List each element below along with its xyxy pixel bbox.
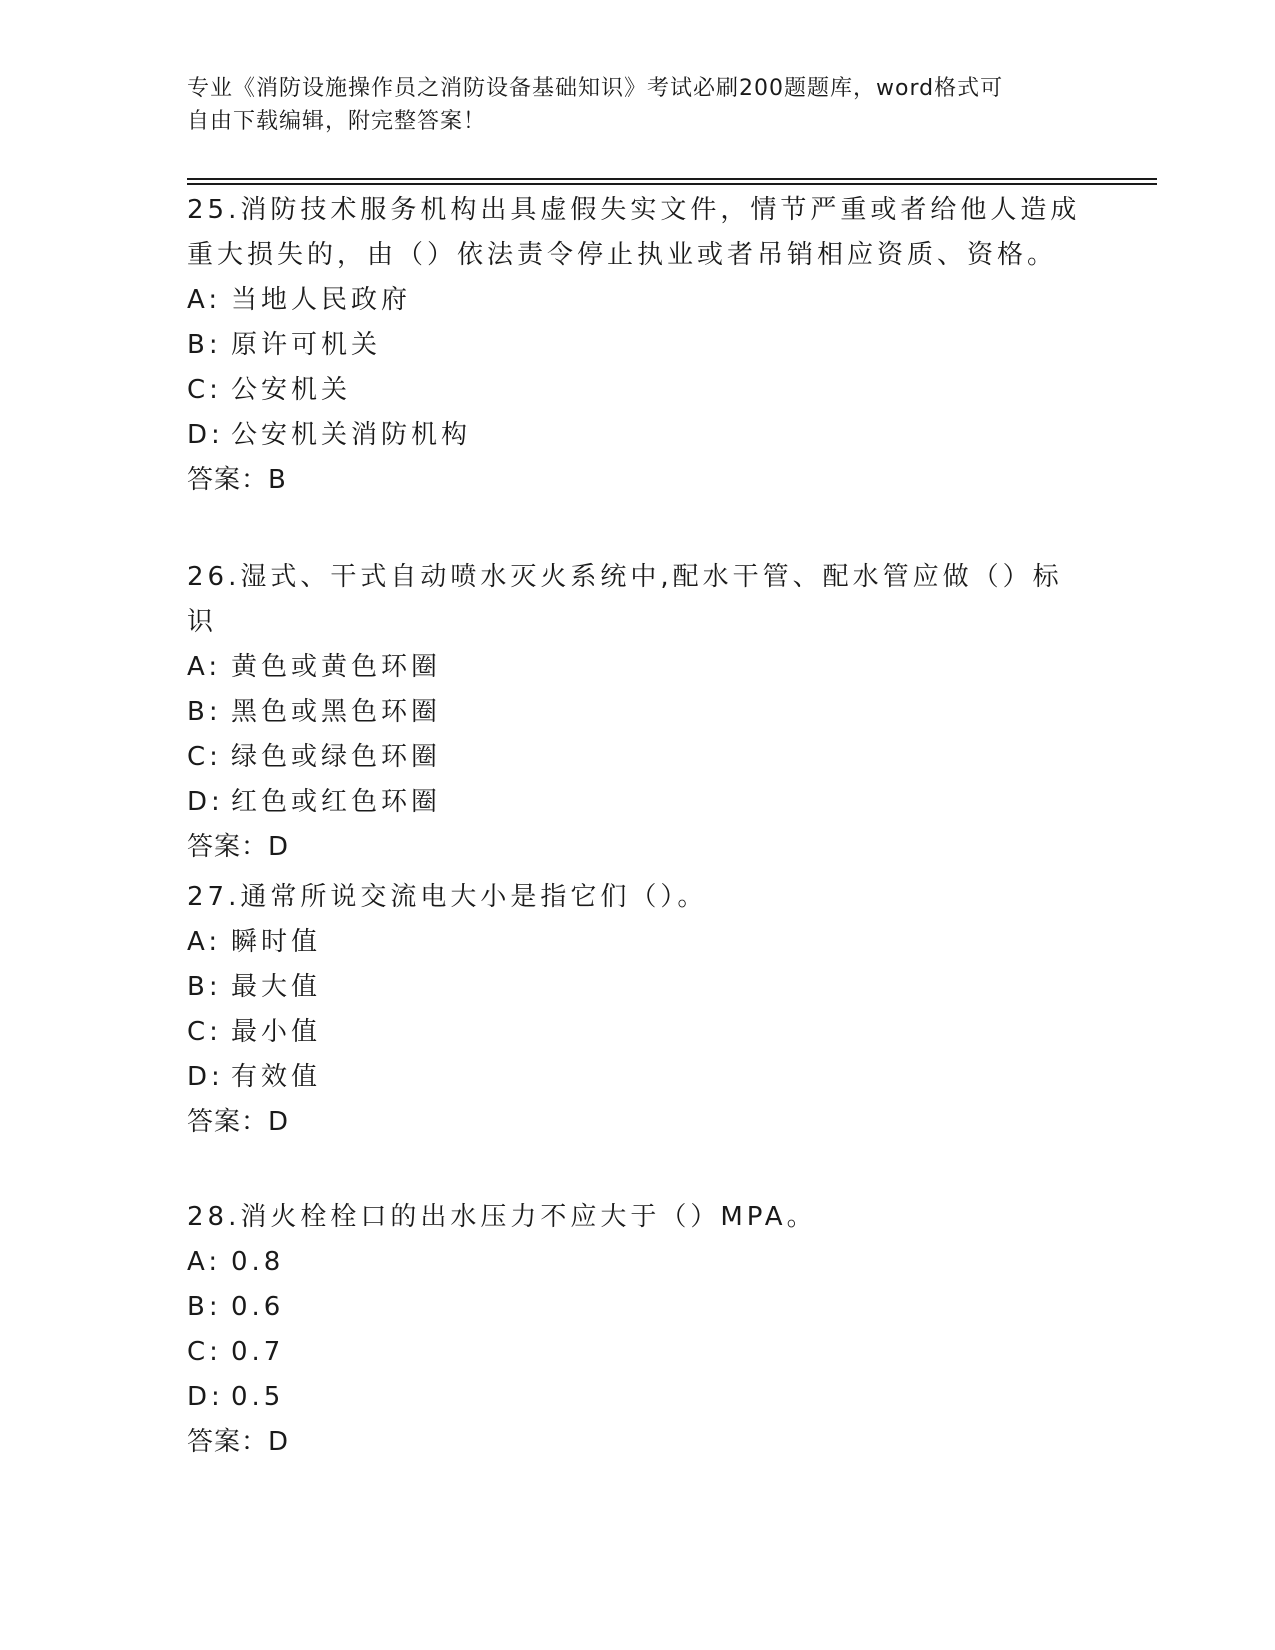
option-key: B:: [187, 1292, 222, 1322]
question-stem: 28.消火栓栓口的出水压力不应大于（）MPA。: [187, 1202, 817, 1232]
option-key: B:: [187, 330, 222, 360]
option-text: 红色或红色环圈: [231, 787, 442, 817]
question-25: [187, 188, 1087, 503]
option-c: [187, 1010, 1087, 1055]
question-stem: 27.通常所说交流电大小是指它们（）。: [187, 882, 708, 912]
option-d: [187, 1375, 1087, 1420]
option-text: 黑色或黑色环圈: [231, 697, 442, 727]
document-header: 专业《消防设施操作员之消防设备基础知识》考试必刷200题题库，word格式可 自由下载编辑，附完整答案！: [187, 76, 1004, 134]
option-text: 0.8: [231, 1247, 285, 1277]
option-key: A:: [187, 652, 222, 682]
option-text: 最小值: [231, 1017, 322, 1047]
answer-line: 答案：D: [187, 832, 290, 862]
option-b: [187, 323, 1087, 368]
option-a: [187, 920, 1087, 965]
option-key: C:: [187, 1337, 222, 1367]
option-b: [187, 690, 1087, 735]
answer-line: 答案：B: [187, 465, 287, 495]
option-key: D:: [187, 420, 224, 450]
question-26: [187, 555, 1087, 870]
option-key: C:: [187, 742, 222, 772]
option-c: [187, 368, 1087, 413]
question-28: [187, 1195, 1087, 1465]
option-text: 0.6: [231, 1292, 285, 1322]
option-key: D:: [187, 787, 224, 817]
option-a: [187, 645, 1087, 690]
option-c: [187, 735, 1087, 780]
option-d: [187, 1055, 1087, 1100]
option-c: [187, 1330, 1087, 1375]
option-d: [187, 413, 1087, 458]
option-text: 公安机关: [231, 375, 352, 405]
option-key: A:: [187, 927, 222, 957]
option-text: 0.5: [231, 1382, 285, 1412]
option-d: [187, 780, 1087, 825]
header-divider-top: [187, 178, 1157, 180]
option-text: 原许可机关: [231, 330, 382, 360]
option-text: 公安机关消防机构: [231, 420, 472, 450]
option-text: 瞬时值: [231, 927, 322, 957]
answer-line: 答案：D: [187, 1427, 290, 1457]
option-key: A:: [187, 285, 222, 315]
option-key: B:: [187, 697, 222, 727]
option-b: [187, 965, 1087, 1010]
option-a: [187, 278, 1087, 323]
option-key: C:: [187, 375, 222, 405]
option-text: 0.7: [231, 1337, 285, 1367]
question-stem: 25.消防技术服务机构出具虚假失实文件，情节严重或者给他人造成重大损失的，由（）依法责令停止执业或者吊销相应资质、资格。: [187, 195, 1081, 270]
option-text: 有效值: [231, 1062, 322, 1092]
option-key: D:: [187, 1062, 224, 1092]
option-key: B:: [187, 972, 222, 1002]
option-text: 最大值: [231, 972, 322, 1002]
option-text: 绿色或绿色环圈: [231, 742, 442, 772]
option-key: D:: [187, 1382, 224, 1412]
option-key: C:: [187, 1017, 222, 1047]
option-key: A:: [187, 1247, 222, 1277]
option-text: 黄色或黄色环圈: [231, 652, 442, 682]
question-stem: 26.湿式、干式自动喷水灭火系统中,配水干管、配水管应做（）标识: [187, 562, 1063, 637]
header-divider-bottom: [187, 183, 1157, 185]
option-a: [187, 1240, 1087, 1285]
option-text: 当地人民政府: [231, 285, 412, 315]
question-27: [187, 875, 1087, 1145]
answer-line: 答案：D: [187, 1107, 290, 1137]
option-b: [187, 1285, 1087, 1330]
